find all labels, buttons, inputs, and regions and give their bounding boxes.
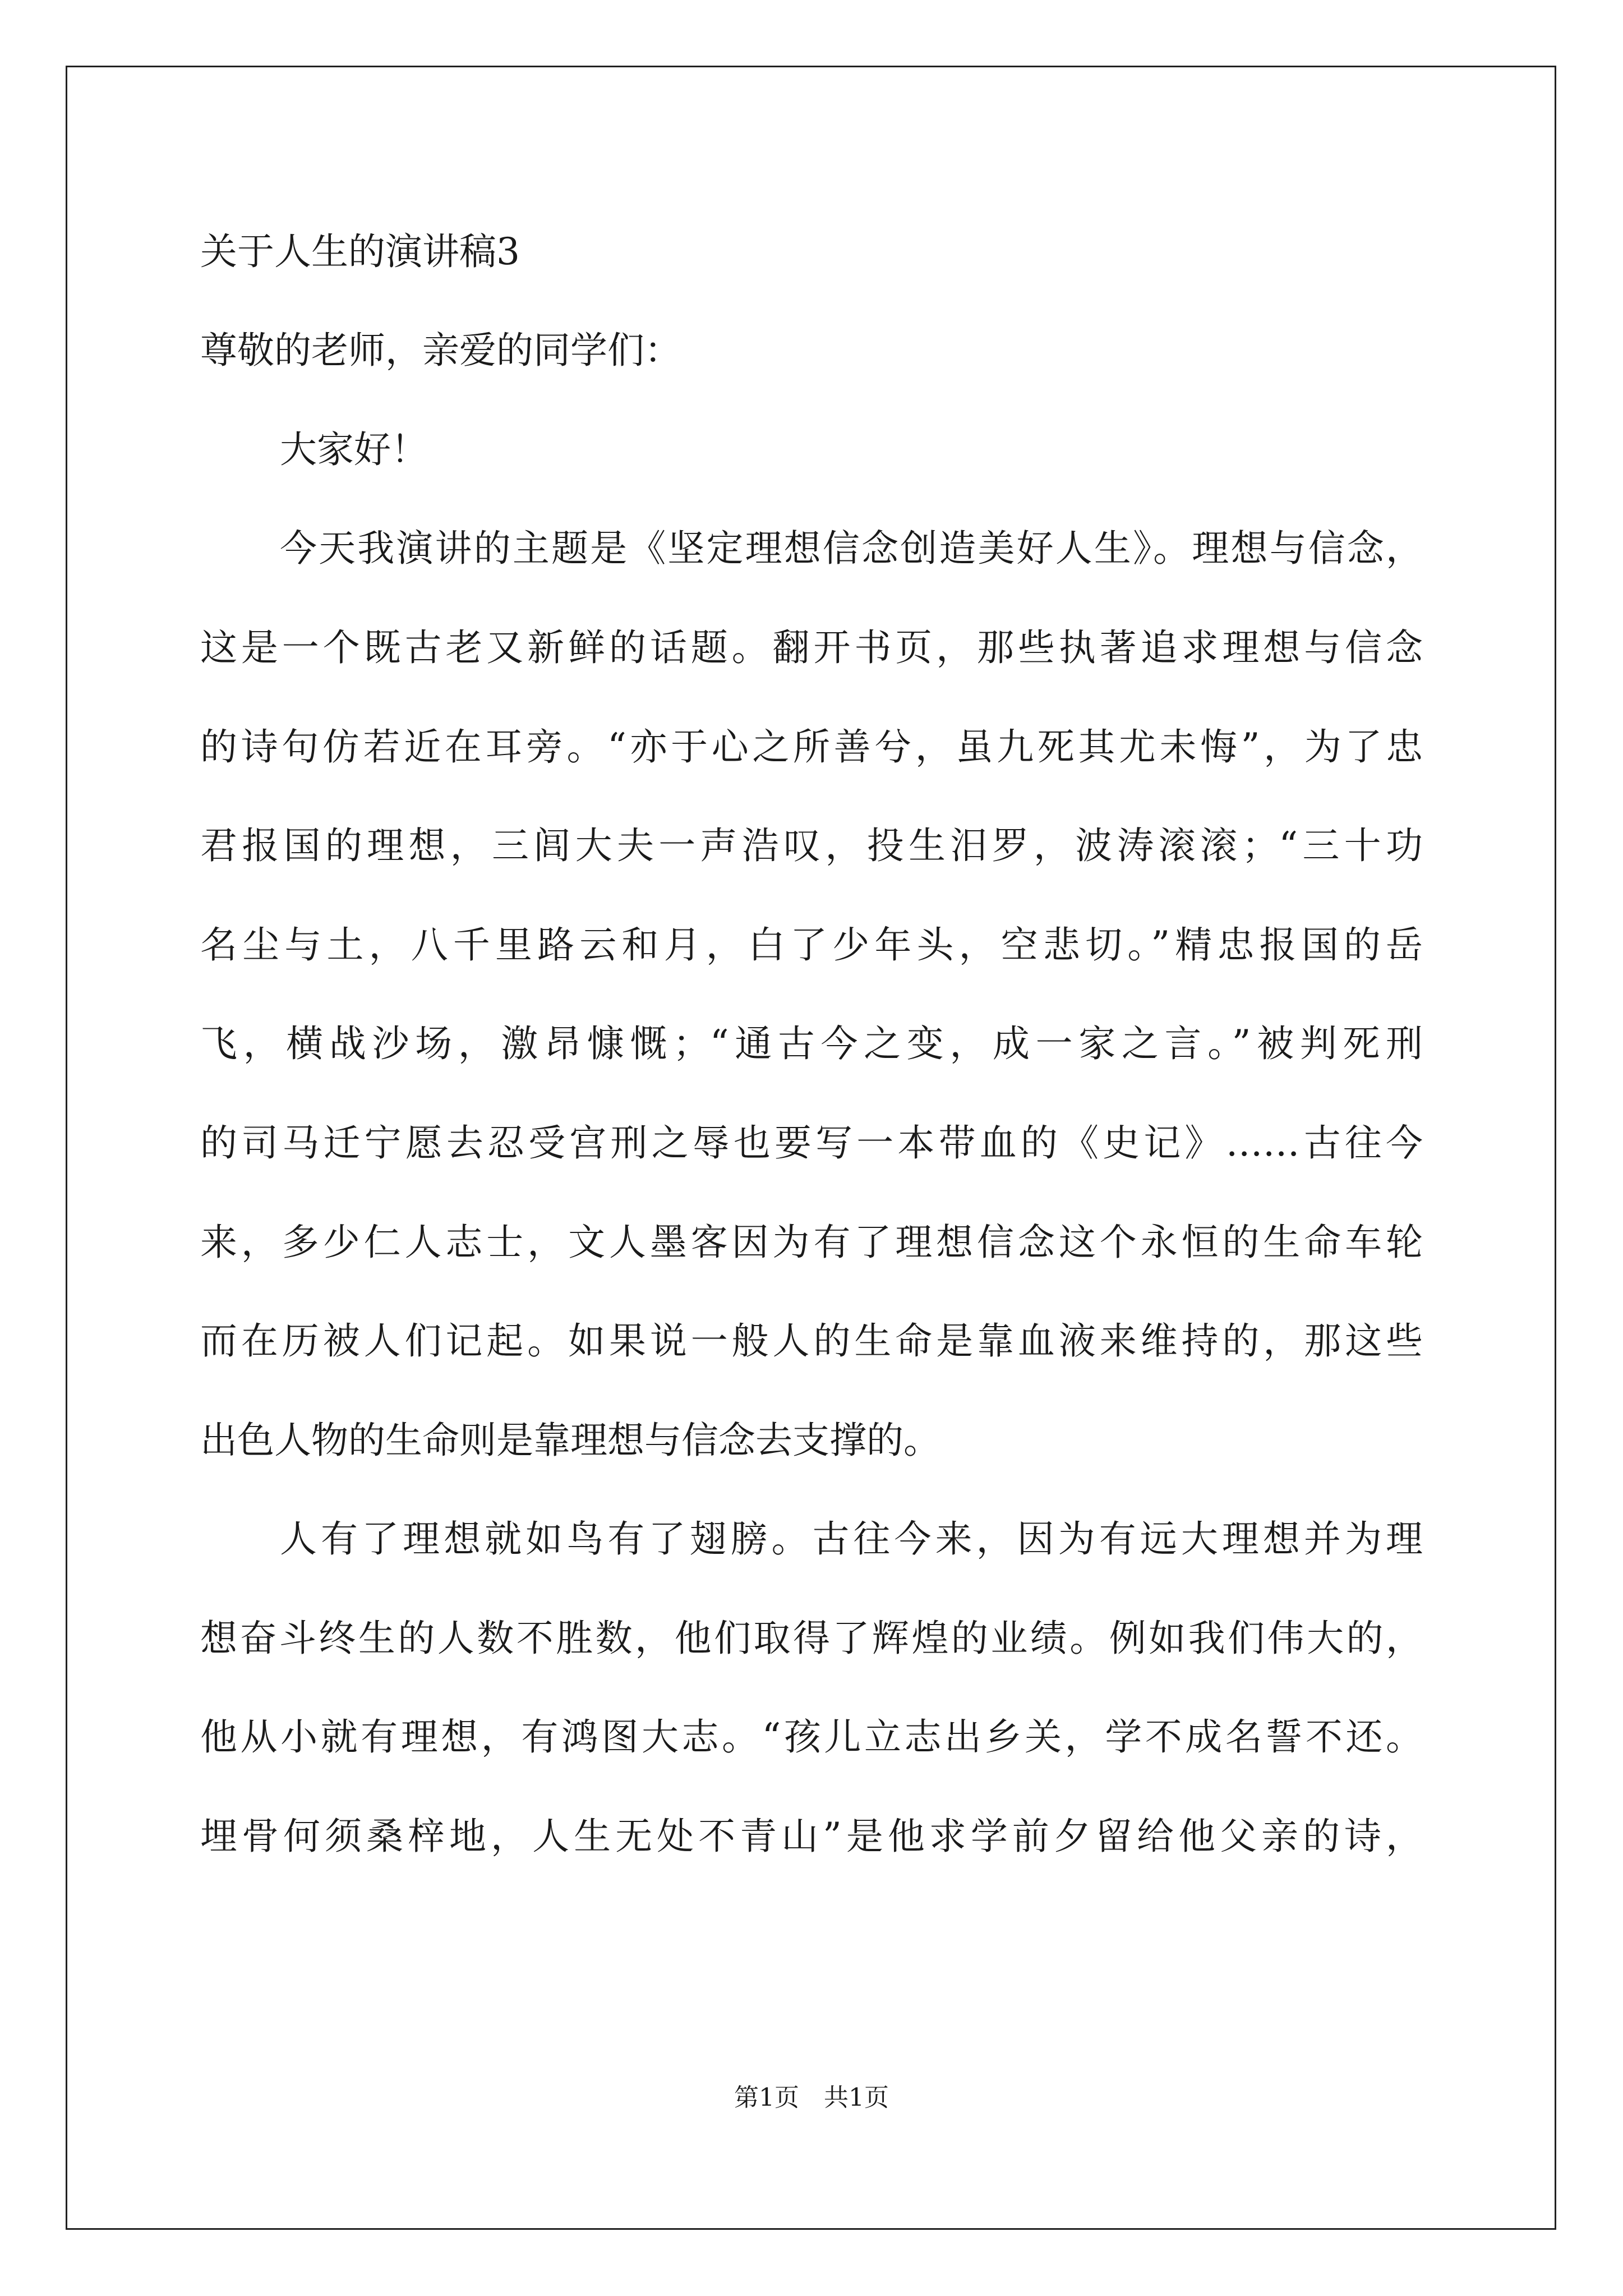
- paragraph-line: 他从小就有理想，有鸿图大志。“孩儿立志出乡关，学不成名誓不还。: [200, 1715, 1423, 1759]
- paragraph-line: 来，多少仁人志士，文人墨客因为有了理想信念这个永恒的生命车轮: [200, 1221, 1423, 1264]
- page-footer: [0, 2081, 1623, 2115]
- paragraph-line: 想奋斗终生的人数不胜数，他们取得了辉煌的业绩。例如我们伟大的，: [200, 1617, 1423, 1660]
- paragraph-line: 而在历被人们记起。如果说一般人的生命是靠血液来维持的，那这些: [200, 1319, 1423, 1363]
- document-title: 关于人生的演讲稿3: [200, 230, 520, 273]
- paragraph-line: 人有了理想就如鸟有了翅膀。古往今来，因为有远大理想并为理: [280, 1517, 1423, 1561]
- paragraph-line: 的司马迁宁愿去忍受宫刑之辱也要写一本带血的《史记》……古往今: [200, 1121, 1423, 1165]
- greeting-line: 大家好！: [280, 428, 428, 471]
- paragraph-line: 名尘与土，八千里路云和月，白了少年头，空悲切。”精忠报国的岳: [200, 923, 1423, 967]
- salutation-line: 尊敬的老师，亲爱的同学们：: [200, 329, 681, 372]
- paragraph-line: 出色人物的生命则是靠理想与信念去支撑的。: [200, 1419, 940, 1462]
- paragraph-line: 君报国的理想，三闾大夫一声浩叹，投生汨罗，波涛滚滚；“三十功: [200, 824, 1423, 867]
- paragraph-line: 今天我演讲的主题是《坚定理想信念创造美好人生》。理想与信念，: [280, 527, 1423, 570]
- paragraph-line: 的诗句仿若近在耳旁。“亦于心之所善兮，虽九死其尤未悔”，为了忠: [200, 725, 1423, 769]
- paragraph-line: 埋骨何须桑梓地，人生无处不青山”是他求学前夕留给他父亲的诗，: [200, 1815, 1423, 1858]
- page-number: 第1页: [734, 2083, 799, 2112]
- paragraph-line: 这是一个既古老又新鲜的话题。翻开书页，那些执著追求理想与信念: [200, 626, 1423, 669]
- page-total: 共1页: [824, 2083, 889, 2112]
- paragraph-line: 飞，横战沙场，激昂慷慨；“通古今之变，成一家之言。”被判死刑: [200, 1022, 1423, 1065]
